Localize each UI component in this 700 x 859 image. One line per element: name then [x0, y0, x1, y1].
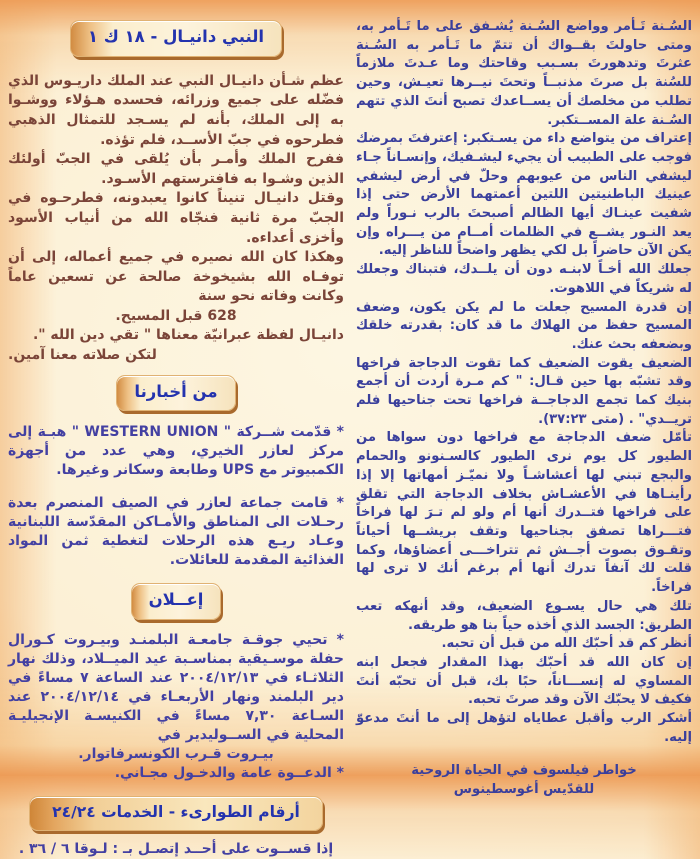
daniel-paragraph: وقتل دانيـال تنيناً كانوا يعبدونه، فطرحـوه في الجبّ مرة ثانية فنجّاه الله من أنياب الأسود وأخزى أعداءه. [8, 190, 344, 246]
announcement-section-header: إعــلان [131, 583, 222, 620]
daniel-closing-line: لتكن صلاته معنا آمين. [8, 347, 157, 364]
augustine-paragraph: أشكر الرب وأقبل عطاياه لتؤهل إلى ما أنتَ مدعوّ إليه. [356, 711, 692, 745]
attribution-author: للقدّيس أغوسطينوس [453, 782, 595, 798]
emergency-section-header-wrap [8, 796, 344, 831]
news-section-header-wrap [8, 375, 344, 412]
augustine-paragraph: تلك هي حال يسـوع الضعيف، وقد أنهكه تعب الطريق: الجسد الذي أخذه حياً بنا هو طريقه. [356, 598, 692, 633]
augustine-paragraph: السُـنة تَـأمر وواضع السُـنة يُشـفق على ما تَـأمر به، ومتى حاولتَ بقــواك أن تتمّ ما تَـأمر به السُـنة عثرتَ وتدهورتَ بسـبب وقاحتك وما عـدتَ ملازماً للسُنة بل صرتَ مذنبــاً وتحتَ نيــرها تعيـش، وحين تطلب من مخلصك أن يســاعدك تصبح أنتَ الذي تتهم السُـنة علة المســتكبر. [356, 19, 692, 128]
announcement-venue-line: بيـروت قـرب الكونسرفاتوار. [78, 746, 274, 763]
augustine-paragraph: جعلك الله أخـاً لابنـه دون أن يلــدك، فتبناك وجعلك له شريكاً في اللاهوت. [356, 262, 692, 296]
daniel-section-body [8, 72, 344, 366]
announcement-section-header-wrap [8, 583, 344, 620]
daniel-paragraph: ففرح الملك وأمـر بأن يُلقى في الجبّ أولئك الذين وشـوا به فافترستهم الأسـود. [8, 151, 344, 187]
augustine-attribution [356, 762, 692, 799]
daniel-meaning-line: دانيـال لفظة عبرانيّة معناها " تقي دين الله ". [32, 327, 344, 344]
announcement-section-body [8, 631, 344, 783]
emergency-note-line: إذا قســوت على أحــد إتصـل بـ : لـوقا ٦ / ٣٦ . [18, 841, 334, 858]
attribution-title: خواطر فيلسوف في الحياة الروحية [411, 763, 637, 779]
augustine-paragraph: إن كان الله قد أحبّك بهذا المقدار فجعل ابنه المساوي له إنســـاناً، حبًا بك، قبل أن تحبّه أنتَ فكيف لا يحبّك الآن وقد صرتَ تحبه. [356, 654, 692, 708]
augustine-paragraph: أنظر كم قد أحبّك الله من قبل أن تحبه. [441, 636, 692, 652]
daniel-paragraph: وهكذا كان الله نصيره في جميع أعماله، إلى أن توفـاه الله بشيخوخة صالحة عن تسعين عاماً وكانت وفاته نحو سنة [8, 249, 344, 305]
daniel-section-header-wrap [8, 20, 344, 57]
news-section-header: من أخبارنا [116, 375, 235, 412]
announcement-paragraph: * تحيي جوقـة جامعـة البلمنـد وبيـروت كـورال حفلة موسـيقية بمناسـبة عيد الميــلاد، وذلك نهار الثلاثـاء في ٢٠٠٤/١٢/١٣ عند الساعة ٧ مساءً في دير البلمند ونهار الأربعـاء في ٢٠٠٤/١٢/١٤ عند السـاعة ٧,٣٠ مساءً في الكنيسـة الإنجيليـة المحلية في الســوليدير في [8, 632, 345, 744]
announcement-entry-line: * الدعــوة عامة والدخـول مجـاني. [114, 765, 344, 782]
bulletin-column [8, 8, 345, 858]
daniel-year-line: 628 قبل المسيح. [115, 307, 237, 324]
daniel-section-header: النبي دانيـال - ١٨ ك ١ [70, 20, 282, 57]
daniel-paragraph: عظم شـأن دانيـال النبي عند الملك داريـوس الذي فضّله على جميع وزرائه، فحسده هـؤلاء ووشـوا به إلى الملك، بأنه لم يسـجد للتمثال الذهبي فطرحوه في جبّ الأســد، فلم تؤذه. [8, 72, 344, 148]
augustine-column [356, 8, 692, 798]
augustine-paragraph: الضعيف يقوت الضعيف كما تقوت الدجاجة فراخها وقد تشبّه بها حين قـال: " كم مـرة أردت أن أجمع بنيك كما تجمع الدجاجــة فراخها تحت جناحيها فلم تريــدي" . (متى ٣٧:٢٣). [356, 355, 692, 427]
news-section-body [8, 423, 344, 570]
augustine-paragraph: تأمّل ضعف الدجاجة مع فراخها دون سواها من الطيور كل يوم نرى الطيور كالسـنونو والحمام والبجع تبني لها أعشاشـاً ولا نميّـز أمهاتها إلا إذا رأينـاها في الأعشـاش بخلاف الدجاجة التي تقلق على فراخها فتــدرك أنها أم ولو لم تـرَ لها فراخاً فتـــراها تصفق بجناحيها وتقف بريشــها أحياناً وتقـوق بصوت أجــش ثم تتراخـــى أعضاؤها، وكما قلت لك آنفاً تدرك أنها أم برغم أنك لا ترى لها فراخاً. [356, 430, 692, 596]
augustine-paragraph: إعتراف من يتواضع داء من يسـتكبر: إعترفتَ بمرضك فوجب على الطبيب أن يجيء ليشـفيك، وإنسـاناً جـاء ليشفي الناس من عيوبهم وحلّ في أرض ليشفي عينيك الباطنيتين اللتين أعمتهما الأرض حتى إذا شفيت عينـاك أيها الظالم أصبحتَ بالرب نـوراً ولم يعد النـور يشــع في الظلمات أمــام من يـــراه وإن يكن الآن حاضراً بل لكي يظهر واضحاً للناظر إليه. [356, 131, 692, 259]
news-paragraph: * قدّمت شــركة " WESTERN UNION " هبـة إلى مركز لعازر الخيري، وهي عدد من أجهزة الكمبيوتر مع UPS وطابعة وسكانر وغيرها. [8, 424, 344, 479]
augustine-paragraph: إن قدرة المسيح جعلت ما لم يكن يكون، وضعف المسيح حفظ من الهلاك ما قد كان: بقدرته خلقك وبضعفه بحث عنك. [356, 299, 692, 352]
emergency-section-header: أرقام الطوارىء - الخدمات ٢٤/٢٤ [29, 796, 323, 831]
news-paragraph: * قامت جماعة لعازر في الصيف المنصرم بعدة رحـلات الى المناطق والأمـاكن المقدّسة اللبنانية وعـاد ريـع هذه الرحلات لتغطية ثمن المواد الغذائية المقدمة للعائلات. [8, 495, 344, 569]
